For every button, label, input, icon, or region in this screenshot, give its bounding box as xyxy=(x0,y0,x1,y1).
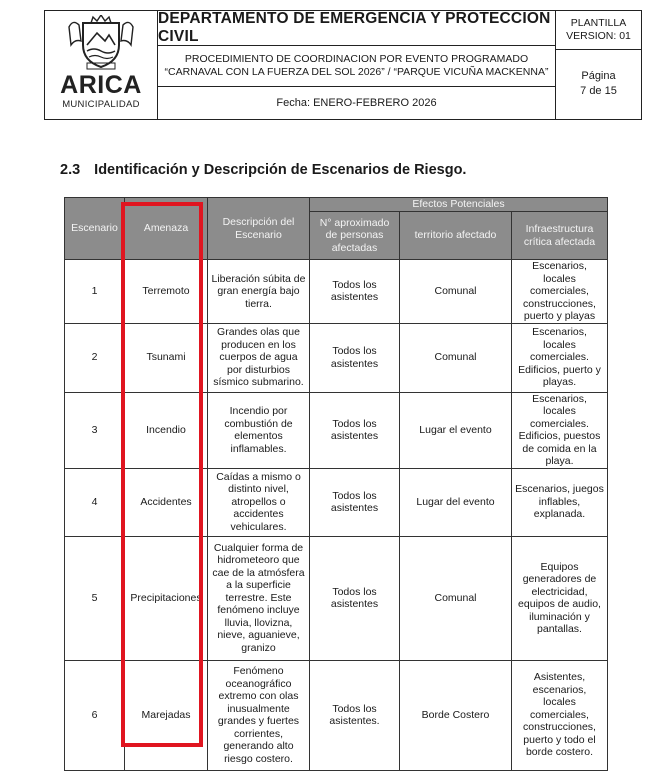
cell-infraestructura: Escenarios, locales comerciales. Edificios, puestos de comida en la playa. xyxy=(512,392,608,468)
header-center xyxy=(158,11,556,119)
page-number: 7 de 15 xyxy=(580,85,617,97)
cell-infraestructura: Equipos generadores de electricidad, equipos de audio, iluminación y pantallas. xyxy=(512,536,608,660)
cell-escenario: 6 xyxy=(65,660,125,770)
cell-descripcion: Cualquier forma de hidrometeoro que cae de la atmósfera a la superficie terrestre. Este fenómeno incluye lluvia, llovizna, nieve, aguanieve, granizo xyxy=(208,536,310,660)
col-header-personas: N° aproximado de personas afectadas xyxy=(310,212,400,260)
col-header-descripcion: Descripción del Escenario xyxy=(208,198,310,260)
col-header-efectos: Efectos Potenciales xyxy=(310,198,608,212)
cell-infraestructura: Escenarios, locales comerciales. Edificios, puerto y playas. xyxy=(512,323,608,392)
col-header-escenario: Escenario xyxy=(65,198,125,260)
col-header-amenaza: Amenaza xyxy=(125,198,208,260)
cell-infraestructura: Escenarios, juegos inflables, explanada. xyxy=(512,468,608,536)
brand-name: ARICA xyxy=(60,71,142,99)
cell-territorio: Comunal xyxy=(400,536,512,660)
page-cell xyxy=(556,50,641,118)
cell-descripcion: Grandes olas que producen en los cuerpos de agua por disturbios sísmico submarino. xyxy=(208,323,310,392)
table-row xyxy=(65,323,608,392)
procedure-title xyxy=(158,46,555,87)
cell-personas: Todos los asistentes xyxy=(310,536,400,660)
cell-descripcion: Caídas a mismo o distinto nivel, atropellos o accidentes vehiculares. xyxy=(208,468,310,536)
cell-escenario: 5 xyxy=(65,536,125,660)
section-number: 2.3 xyxy=(60,162,81,178)
cell-infraestructura: Asistentes, escenarios, locales comerciales, construcciones, puerto y todo el borde costero. xyxy=(512,660,608,770)
cell-territorio: Comunal xyxy=(400,260,512,324)
cell-personas: Todos los asistentes xyxy=(310,468,400,536)
cell-territorio: Lugar del evento xyxy=(400,468,512,536)
version-label: VERSION: 01 xyxy=(566,30,631,42)
cell-amenaza: Terremoto xyxy=(125,260,208,324)
procedure-line-1: PROCEDIMIENTO DE COORDINACION POR EVENTO PROGRAMADO xyxy=(184,53,529,65)
cell-escenario: 3 xyxy=(65,392,125,468)
coat-of-arms-icon xyxy=(63,15,139,71)
cell-personas: Todos los asistentes. xyxy=(310,660,400,770)
table-row xyxy=(65,660,608,770)
table-row xyxy=(65,536,608,660)
col-header-infraestructura: Infraestructura crítica afectada xyxy=(512,212,608,260)
cell-amenaza: Tsunami xyxy=(125,323,208,392)
table-row xyxy=(65,260,608,324)
cell-escenario: 2 xyxy=(65,323,125,392)
cell-descripcion: Fenómeno oceanográfico extremo con olas inusualmente grandes y fuertes corrientes, generando alto riesgo costero. xyxy=(208,660,310,770)
version-cell xyxy=(556,11,641,50)
cell-personas: Todos los asistentes xyxy=(310,392,400,468)
document-date: Fecha: ENERO-FEBRERO 2026 xyxy=(276,97,437,109)
cell-descripcion: Incendio por combustión de elementos inflamables. xyxy=(208,392,310,468)
cell-escenario: 4 xyxy=(65,468,125,536)
section-heading xyxy=(60,162,466,178)
cell-escenario: 1 xyxy=(65,260,125,324)
cell-territorio: Comunal xyxy=(400,323,512,392)
cell-amenaza: Precipitaciones xyxy=(125,536,208,660)
col-header-territorio: territorio afectado xyxy=(400,212,512,260)
cell-personas: Todos los asistentes xyxy=(310,260,400,324)
header-right xyxy=(556,11,641,119)
cell-territorio: Lugar el evento xyxy=(400,392,512,468)
logo-cell xyxy=(45,11,158,119)
cell-amenaza: Marejadas xyxy=(125,660,208,770)
section-title: Identificación y Descripción de Escenarios de Riesgo. xyxy=(94,162,467,178)
procedure-line-2: “CARNAVAL CON LA FUERZA DEL SOL 2026” / “PARQUE VICUÑA MACKENNA” xyxy=(164,66,549,78)
cell-personas: Todos los asistentes xyxy=(310,323,400,392)
cell-territorio: Borde Costero xyxy=(400,660,512,770)
table-row xyxy=(65,392,608,468)
department-title: DEPARTAMENTO DE EMERGENCIA Y PROTECCION CIVIL xyxy=(158,11,555,46)
risk-scenarios-table xyxy=(64,197,608,771)
template-label: PLANTILLA xyxy=(570,17,627,29)
cell-amenaza: Accidentes xyxy=(125,468,208,536)
table-row xyxy=(65,468,608,536)
cell-amenaza: Incendio xyxy=(125,392,208,468)
page-label: Página xyxy=(581,70,616,82)
cell-descripcion: Liberación súbita de gran energía bajo tierra. xyxy=(208,260,310,324)
brand-subtitle: MUNICIPALIDAD xyxy=(62,99,140,110)
cell-infraestructura: Escenarios, locales comerciales, construcciones, puerto y playas xyxy=(512,260,608,324)
document-header xyxy=(44,10,642,120)
